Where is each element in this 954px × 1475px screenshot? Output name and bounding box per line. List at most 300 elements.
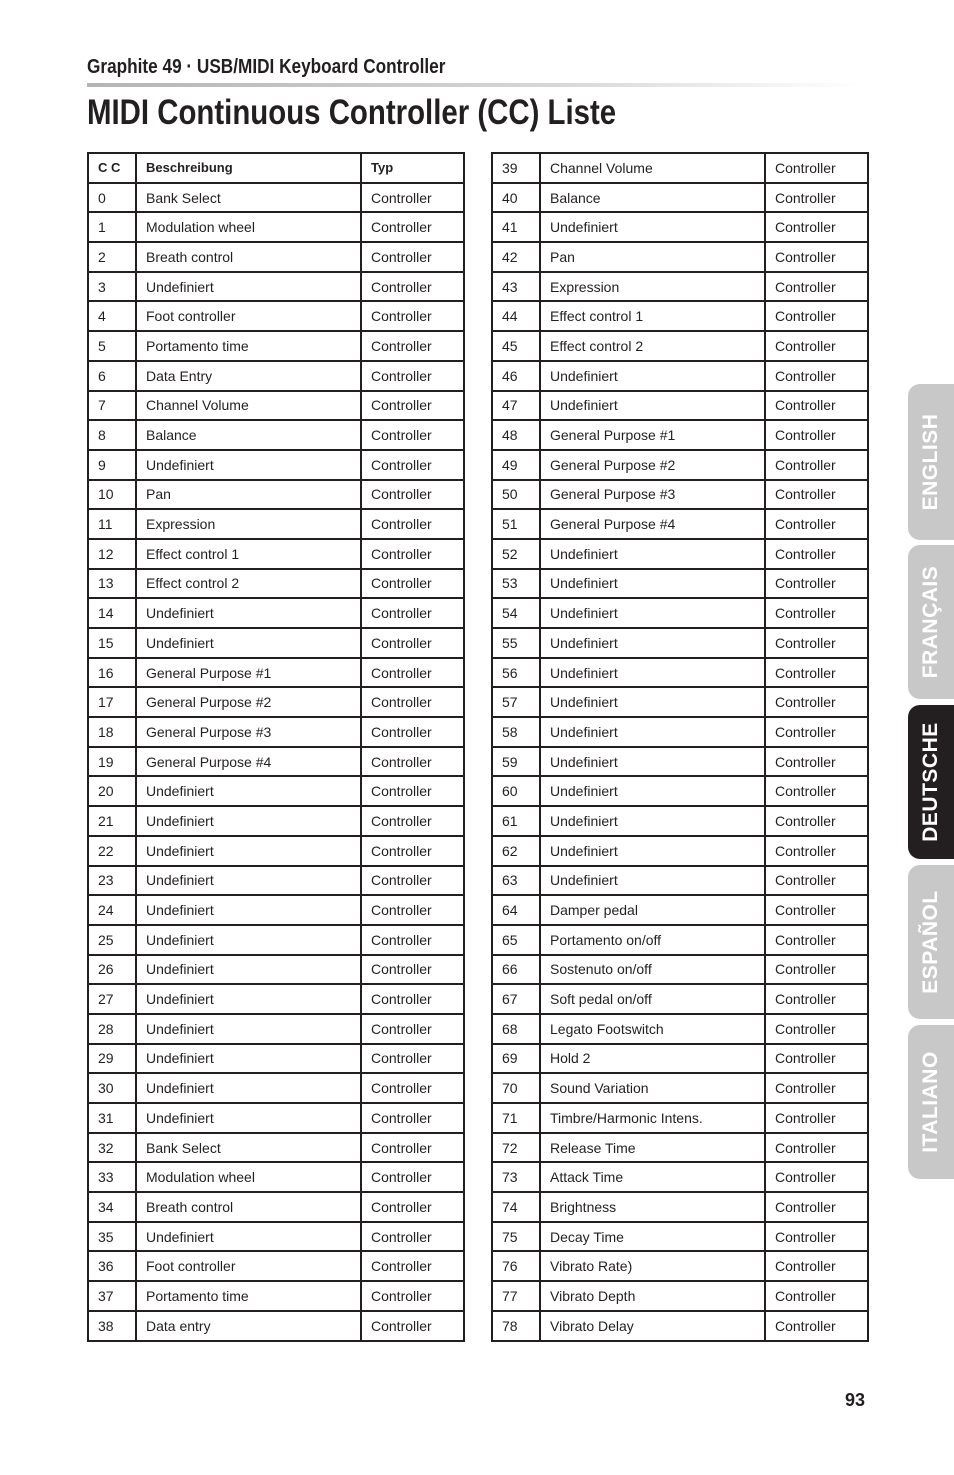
description-cell: Undefiniert [540,658,765,688]
description-cell: Pan [540,242,765,272]
type-cell: Controller [765,628,868,658]
table-row [492,717,868,747]
type-cell: Controller [361,1311,464,1341]
table-row [492,1222,868,1252]
description-cell: Balance [540,183,765,213]
cc-number-cell: 4 [88,301,136,331]
type-cell: Controller [765,153,868,183]
header-divider [87,83,860,87]
description-cell: Undefiniert [540,361,765,391]
table-row [492,272,868,302]
table-row [88,183,464,213]
table-row [88,509,464,539]
table-row [88,717,464,747]
type-cell: Controller [361,1251,464,1281]
cc-number-cell: 57 [492,687,540,717]
description-cell: Vibrato Rate) [540,1251,765,1281]
type-cell: Controller [765,272,868,302]
type-cell: Controller [361,1073,464,1103]
cc-number-cell: 34 [88,1192,136,1222]
language-tab-label: DEUTSCHE [919,722,942,842]
table-row [492,1281,868,1311]
description-cell: Sound Variation [540,1073,765,1103]
cc-number-cell: 2 [88,242,136,272]
column-header-type: Typ [361,153,464,183]
table-row [88,1044,464,1074]
table-row [492,391,868,421]
cc-number-cell: 14 [88,598,136,628]
cc-number-cell: 76 [492,1251,540,1281]
cc-number-cell: 33 [88,1162,136,1192]
table-row [88,569,464,599]
table-row [492,866,868,896]
type-cell: Controller [765,925,868,955]
table-row [492,598,868,628]
type-cell: Controller [765,687,868,717]
cc-number-cell: 73 [492,1162,540,1192]
description-cell: Foot controller [136,301,361,331]
type-cell: Controller [765,1014,868,1044]
type-cell: Controller [765,450,868,480]
description-cell: Undefiniert [136,806,361,836]
cc-number-cell: 24 [88,895,136,925]
table-row [88,658,464,688]
cc-number-cell: 44 [492,301,540,331]
description-cell: Portamento time [136,1281,361,1311]
type-cell: Controller [765,183,868,213]
column-header-cc: C C [88,153,136,183]
type-cell: Controller [765,420,868,450]
description-cell: Foot controller [136,1251,361,1281]
cc-table-left [87,152,465,1342]
description-cell: Undefiniert [136,628,361,658]
page-number: 93 [845,1390,866,1410]
table-row [88,450,464,480]
language-tab-francais[interactable] [908,545,954,699]
cc-number-cell: 0 [88,183,136,213]
cc-number-cell: 50 [492,480,540,510]
table-row [88,539,464,569]
cc-number-cell: 53 [492,569,540,599]
cc-number-cell: 16 [88,658,136,688]
description-cell: Undefiniert [540,628,765,658]
table-row [492,658,868,688]
language-tab-italiano[interactable] [908,1025,954,1179]
type-cell: Controller [361,687,464,717]
table-row [88,331,464,361]
type-cell: Controller [361,569,464,599]
type-cell: Controller [361,183,464,213]
table-row [88,925,464,955]
language-tab-espanol[interactable] [908,865,954,1019]
type-cell: Controller [765,1281,868,1311]
description-cell: Soft pedal on/off [540,984,765,1014]
description-cell: Undefiniert [540,836,765,866]
table-row [88,1133,464,1163]
type-cell: Controller [361,836,464,866]
description-cell: Effect control 2 [540,331,765,361]
description-cell: Data Entry [136,361,361,391]
type-cell: Controller [361,925,464,955]
type-cell: Controller [361,895,464,925]
cc-number-cell: 56 [492,658,540,688]
cc-number-cell: 65 [492,925,540,955]
cc-number-cell: 55 [492,628,540,658]
type-cell: Controller [361,747,464,777]
type-cell: Controller [765,361,868,391]
cc-number-cell: 72 [492,1133,540,1163]
type-cell: Controller [361,1281,464,1311]
table-row [492,539,868,569]
description-cell: General Purpose #1 [136,658,361,688]
type-cell: Controller [361,1044,464,1074]
cc-number-cell: 43 [492,272,540,302]
table-row [88,984,464,1014]
description-cell: Effect control 1 [540,301,765,331]
description-cell: Breath control [136,1192,361,1222]
table-row [88,895,464,925]
cc-number-cell: 10 [88,480,136,510]
type-cell: Controller [765,658,868,688]
table-row [88,301,464,331]
table-row [492,242,868,272]
type-cell: Controller [361,480,464,510]
description-cell: Undefiniert [540,212,765,242]
type-cell: Controller [765,509,868,539]
type-cell: Controller [765,955,868,985]
document-subtitle: Graphite 49 · USB/MIDI Keyboard Controller [87,56,446,78]
cc-number-cell: 62 [492,836,540,866]
cc-number-cell: 78 [492,1311,540,1341]
description-cell: Vibrato Delay [540,1311,765,1341]
type-cell: Controller [765,301,868,331]
table-row [88,391,464,421]
description-cell: Breath control [136,242,361,272]
language-tab-label: ESPAÑOL [919,890,942,994]
description-cell: Undefiniert [136,450,361,480]
cc-number-cell: 18 [88,717,136,747]
type-cell: Controller [361,1133,464,1163]
description-cell: Undefiniert [540,866,765,896]
type-cell: Controller [361,420,464,450]
description-cell: Undefiniert [136,1222,361,1252]
cc-number-cell: 15 [88,628,136,658]
type-cell: Controller [765,806,868,836]
type-cell: Controller [765,1073,868,1103]
cc-number-cell: 70 [492,1073,540,1103]
cc-number-cell: 30 [88,1073,136,1103]
description-cell: Undefiniert [540,598,765,628]
type-cell: Controller [361,628,464,658]
description-cell: Expression [540,272,765,302]
type-cell: Controller [361,331,464,361]
table-row [492,183,868,213]
table-row [88,1281,464,1311]
type-cell: Controller [765,1162,868,1192]
description-cell: Undefiniert [540,569,765,599]
description-cell: General Purpose #3 [136,717,361,747]
description-cell: Sostenuto on/off [540,955,765,985]
description-cell: Undefiniert [136,984,361,1014]
table-row [88,1251,464,1281]
language-tab-label: FRANÇAIS [919,565,942,679]
cc-number-cell: 54 [492,598,540,628]
table-row [88,836,464,866]
description-cell: Undefiniert [540,539,765,569]
cc-number-cell: 8 [88,420,136,450]
description-cell: Attack Time [540,1162,765,1192]
table-row [88,272,464,302]
cc-number-cell: 5 [88,331,136,361]
type-cell: Controller [361,301,464,331]
description-cell: Bank Select [136,183,361,213]
table-row [492,450,868,480]
description-cell: Bank Select [136,1133,361,1163]
table-row [88,361,464,391]
cc-number-cell: 11 [88,509,136,539]
description-cell: Portamento on/off [540,925,765,955]
cc-number-cell: 74 [492,1192,540,1222]
type-cell: Controller [361,450,464,480]
table-row [492,984,868,1014]
description-cell: Channel Volume [540,153,765,183]
table-row [88,242,464,272]
cc-number-cell: 26 [88,955,136,985]
type-cell: Controller [361,1192,464,1222]
cc-number-cell: 58 [492,717,540,747]
cc-number-cell: 52 [492,539,540,569]
language-tab-deutsche[interactable] [908,705,954,859]
type-cell: Controller [765,242,868,272]
table-row [88,480,464,510]
cc-number-cell: 31 [88,1103,136,1133]
description-cell: General Purpose #4 [540,509,765,539]
cc-number-cell: 71 [492,1103,540,1133]
description-cell: General Purpose #2 [136,687,361,717]
cc-number-cell: 9 [88,450,136,480]
description-cell: General Purpose #2 [540,450,765,480]
table-row [88,1311,464,1341]
table-row [88,1162,464,1192]
description-cell: Channel Volume [136,391,361,421]
type-cell: Controller [765,212,868,242]
cc-number-cell: 47 [492,391,540,421]
type-cell: Controller [361,717,464,747]
table-row [88,806,464,836]
cc-table-right [491,152,869,1342]
description-cell: Undefiniert [540,391,765,421]
type-cell: Controller [765,776,868,806]
language-tab-label: ITALIANO [919,1051,942,1153]
table-row [88,955,464,985]
type-cell: Controller [361,242,464,272]
cc-number-cell: 35 [88,1222,136,1252]
table-row [88,420,464,450]
table-header-row [88,153,464,183]
type-cell: Controller [361,806,464,836]
type-cell: Controller [765,1133,868,1163]
cc-number-cell: 27 [88,984,136,1014]
table-row [492,1192,868,1222]
type-cell: Controller [765,569,868,599]
description-cell: Undefiniert [136,598,361,628]
type-cell: Controller [765,598,868,628]
description-cell: Legato Footswitch [540,1014,765,1044]
table-row [492,569,868,599]
description-cell: Undefiniert [136,955,361,985]
table-row [492,836,868,866]
table-row [492,628,868,658]
type-cell: Controller [765,717,868,747]
description-cell: Undefiniert [136,836,361,866]
description-cell: Undefiniert [136,272,361,302]
table-row [88,1103,464,1133]
table-row [88,1192,464,1222]
cc-number-cell: 49 [492,450,540,480]
table-row [88,687,464,717]
description-cell: Portamento time [136,331,361,361]
table-row [492,420,868,450]
cc-number-cell: 20 [88,776,136,806]
cc-number-cell: 19 [88,747,136,777]
table-row [492,895,868,925]
type-cell: Controller [765,539,868,569]
cc-number-cell: 12 [88,539,136,569]
description-cell: General Purpose #3 [540,480,765,510]
type-cell: Controller [765,836,868,866]
language-tab-english[interactable] [908,384,954,540]
cc-number-cell: 3 [88,272,136,302]
type-cell: Controller [361,272,464,302]
description-cell: Pan [136,480,361,510]
type-cell: Controller [765,1103,868,1133]
cc-number-cell: 25 [88,925,136,955]
table-row [492,687,868,717]
table-row [492,1133,868,1163]
type-cell: Controller [361,1162,464,1192]
table-row [492,806,868,836]
type-cell: Controller [361,866,464,896]
page-title: MIDI Continuous Controller (CC) Liste [87,93,617,132]
cc-number-cell: 6 [88,361,136,391]
table-row [492,747,868,777]
description-cell: Balance [136,420,361,450]
type-cell: Controller [361,955,464,985]
description-cell: Undefiniert [136,866,361,896]
description-cell: Undefiniert [136,895,361,925]
description-cell: Undefiniert [136,1014,361,1044]
cc-number-cell: 60 [492,776,540,806]
type-cell: Controller [765,866,868,896]
cc-number-cell: 75 [492,1222,540,1252]
description-cell: Undefiniert [136,776,361,806]
table-row [492,509,868,539]
cc-number-cell: 63 [492,866,540,896]
description-cell: Undefiniert [136,1044,361,1074]
table-row [492,1103,868,1133]
table-row [88,598,464,628]
description-cell: Modulation wheel [136,1162,361,1192]
description-cell: Damper pedal [540,895,765,925]
language-tab-label: ENGLISH [919,413,942,511]
type-cell: Controller [361,776,464,806]
type-cell: Controller [361,539,464,569]
table-row [492,1044,868,1074]
description-cell: Undefiniert [136,925,361,955]
description-cell: Vibrato Depth [540,1281,765,1311]
cc-number-cell: 39 [492,153,540,183]
type-cell: Controller [361,658,464,688]
description-cell: Decay Time [540,1222,765,1252]
type-cell: Controller [361,391,464,421]
cc-number-cell: 28 [88,1014,136,1044]
table-row [88,1222,464,1252]
table-row [492,776,868,806]
table-row [492,925,868,955]
cc-number-cell: 64 [492,895,540,925]
description-cell: Effect control 2 [136,569,361,599]
cc-number-cell: 59 [492,747,540,777]
type-cell: Controller [765,895,868,925]
cc-number-cell: 68 [492,1014,540,1044]
description-cell: Release Time [540,1133,765,1163]
column-header-description: Beschreibung [136,153,361,183]
type-cell: Controller [361,509,464,539]
table-row [492,361,868,391]
type-cell: Controller [765,1192,868,1222]
cc-number-cell: 17 [88,687,136,717]
type-cell: Controller [361,1014,464,1044]
description-cell: General Purpose #1 [540,420,765,450]
description-cell: Undefiniert [540,687,765,717]
description-cell: Undefiniert [540,806,765,836]
type-cell: Controller [361,1222,464,1252]
cc-number-cell: 1 [88,212,136,242]
cc-number-cell: 22 [88,836,136,866]
table-row [492,1073,868,1103]
cc-number-cell: 7 [88,391,136,421]
type-cell: Controller [361,361,464,391]
type-cell: Controller [765,480,868,510]
table-row [492,1251,868,1281]
type-cell: Controller [765,984,868,1014]
cc-number-cell: 32 [88,1133,136,1163]
cc-number-cell: 40 [492,183,540,213]
description-cell: Expression [136,509,361,539]
cc-number-cell: 67 [492,984,540,1014]
table-row [88,866,464,896]
cc-number-cell: 69 [492,1044,540,1074]
cc-number-cell: 77 [492,1281,540,1311]
table-row [88,1014,464,1044]
type-cell: Controller [361,1103,464,1133]
cc-number-cell: 13 [88,569,136,599]
type-cell: Controller [765,1311,868,1341]
table-row [492,1162,868,1192]
table-row [88,776,464,806]
type-cell: Controller [361,984,464,1014]
description-cell: Undefiniert [136,1073,361,1103]
table-row [88,747,464,777]
cc-number-cell: 21 [88,806,136,836]
table-row [492,153,868,183]
description-cell: Data entry [136,1311,361,1341]
cc-number-cell: 61 [492,806,540,836]
table-row [492,480,868,510]
cc-number-cell: 38 [88,1311,136,1341]
type-cell: Controller [361,212,464,242]
cc-number-cell: 51 [492,509,540,539]
